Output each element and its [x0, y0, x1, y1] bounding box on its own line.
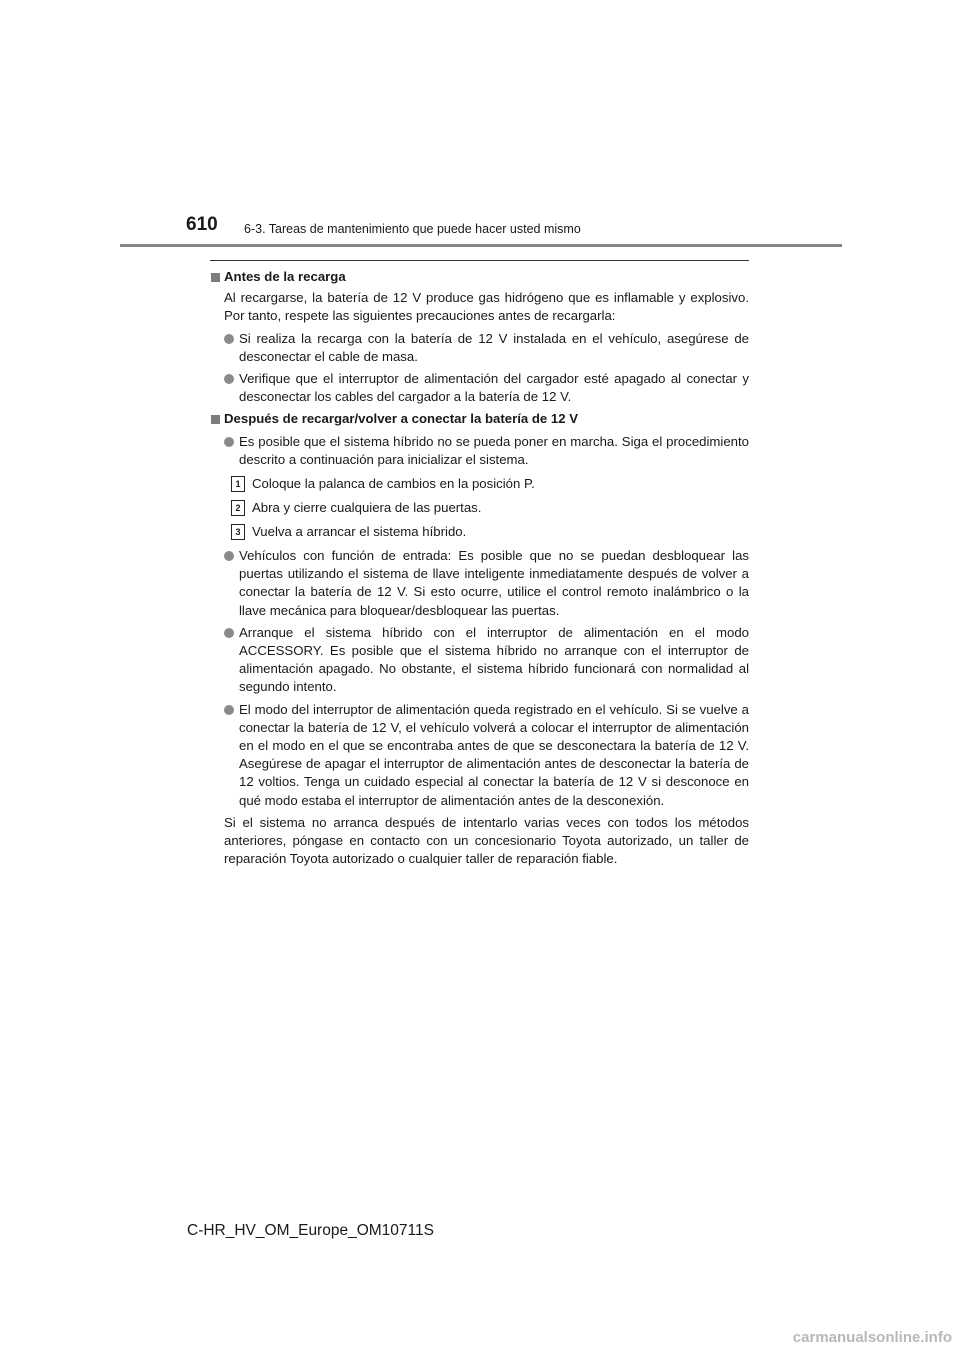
list-item-text: El modo del interruptor de alimentación queda registrado en el vehículo. Si se vuelve a conectar la batería de 12 V, el vehículo volverá a colocar el interruptor de alimentación en el modo en el que se encontraba antes de que se desconectara la batería de 12 V. Asegúrese de apagar el interruptor de alimentación antes de desconectar la batería de 12 voltios. Tenga un cuidado especial al conectar la batería de 12 V si desconoce en qué modo estaba el interruptor de alimentación antes de la desconexión.: [239, 701, 749, 808]
circle-bullet-icon: [224, 334, 234, 344]
step-number-badge: 2: [231, 500, 245, 516]
heading-text: Después de recargar/volver a conectar la batería de 12 V: [224, 411, 579, 427]
step-item: [210, 475, 749, 493]
list-item: [210, 701, 749, 810]
step-text: Coloque la palanca de cambios en la posición P.: [252, 476, 535, 492]
list-item-text: Verifique que el interruptor de alimentación del cargador esté apagado al conectar y desconectar los cables del cargador a la batería de 12 V.: [239, 371, 749, 405]
square-bullet-icon: [211, 273, 220, 282]
circle-bullet-icon: [224, 705, 234, 715]
heading-text: Antes de la recarga: [224, 269, 346, 284]
page-content: [210, 266, 749, 868]
circle-bullet-icon: [224, 437, 234, 447]
list-item-text: Arranque el sistema híbrido con el interruptor de alimentación en el modo ACCESSORY. Es posible que el sistema híbrido no arranque con el interruptor de alimentación apagado. No obstante, el sistema híbrido funcionará con normalidad al segundo intento.: [239, 624, 749, 695]
step-number-badge: 3: [231, 524, 245, 540]
list-item: [210, 547, 749, 620]
watermark-link[interactable]: carmanualsonline.info: [792, 1329, 952, 1346]
list-item: [210, 330, 749, 366]
page-number: 610: [186, 214, 218, 235]
step-number-badge: 1: [231, 476, 245, 492]
step-text: Vuelva a arrancar el sistema híbrido.: [252, 524, 467, 540]
header-rule: [120, 244, 842, 247]
section-title: 6-3. Tareas de mantenimiento que puede hacer usted mismo: [244, 222, 581, 236]
document-code: C-HR_HV_OM_Europe_OM10711S: [187, 1222, 434, 1239]
circle-bullet-icon: [224, 551, 234, 561]
step-item: [210, 523, 749, 541]
step-item: [210, 499, 749, 517]
list-item-text: Vehículos con función de entrada: Es posible que no se puedan desbloquear las puertas utilizando el sistema de llave inteligente inmediatamente después de volver a conectar la batería de 12 V. Si esto ocurre, utilice el control remoto inalámbrico o la llave mecánica para bloquear/desbloquear las puertas.: [239, 548, 749, 618]
square-bullet-icon: [211, 415, 220, 424]
closing-paragraph: Si el sistema no arranca después de intentarlo varias veces con todos los métodos anteriores, póngase en contacto con un concesionario Toyota autorizado, un taller de reparación Toyota autorizado o cualquier taller de reparación fiable.: [224, 814, 749, 867]
list-item: [210, 624, 749, 697]
circle-bullet-icon: [224, 374, 234, 384]
heading-before-charging: [210, 268, 749, 286]
before-charging-intro: Al recargarse, la batería de 12 V produce gas hidrógeno que es inflamable y explosivo. Por tanto, respete las siguientes precauciones antes de recargarla:: [224, 290, 749, 324]
list-item-text: Si realiza la recarga con la batería de 12 V instalada en el vehículo, asegúrese de desconectar el cable de masa.: [239, 330, 749, 364]
step-text: Abra y cierre cualquiera de las puertas.: [252, 500, 482, 516]
content-rule: [210, 260, 749, 261]
list-item: [210, 370, 749, 406]
list-item: [210, 433, 749, 469]
list-item-text: Es posible que el sistema híbrido no se pueda poner en marcha. Siga el procedimiento descrito a continuación para inicializar el sistema.: [239, 433, 749, 467]
heading-after-charging: [210, 410, 749, 428]
circle-bullet-icon: [224, 628, 234, 638]
